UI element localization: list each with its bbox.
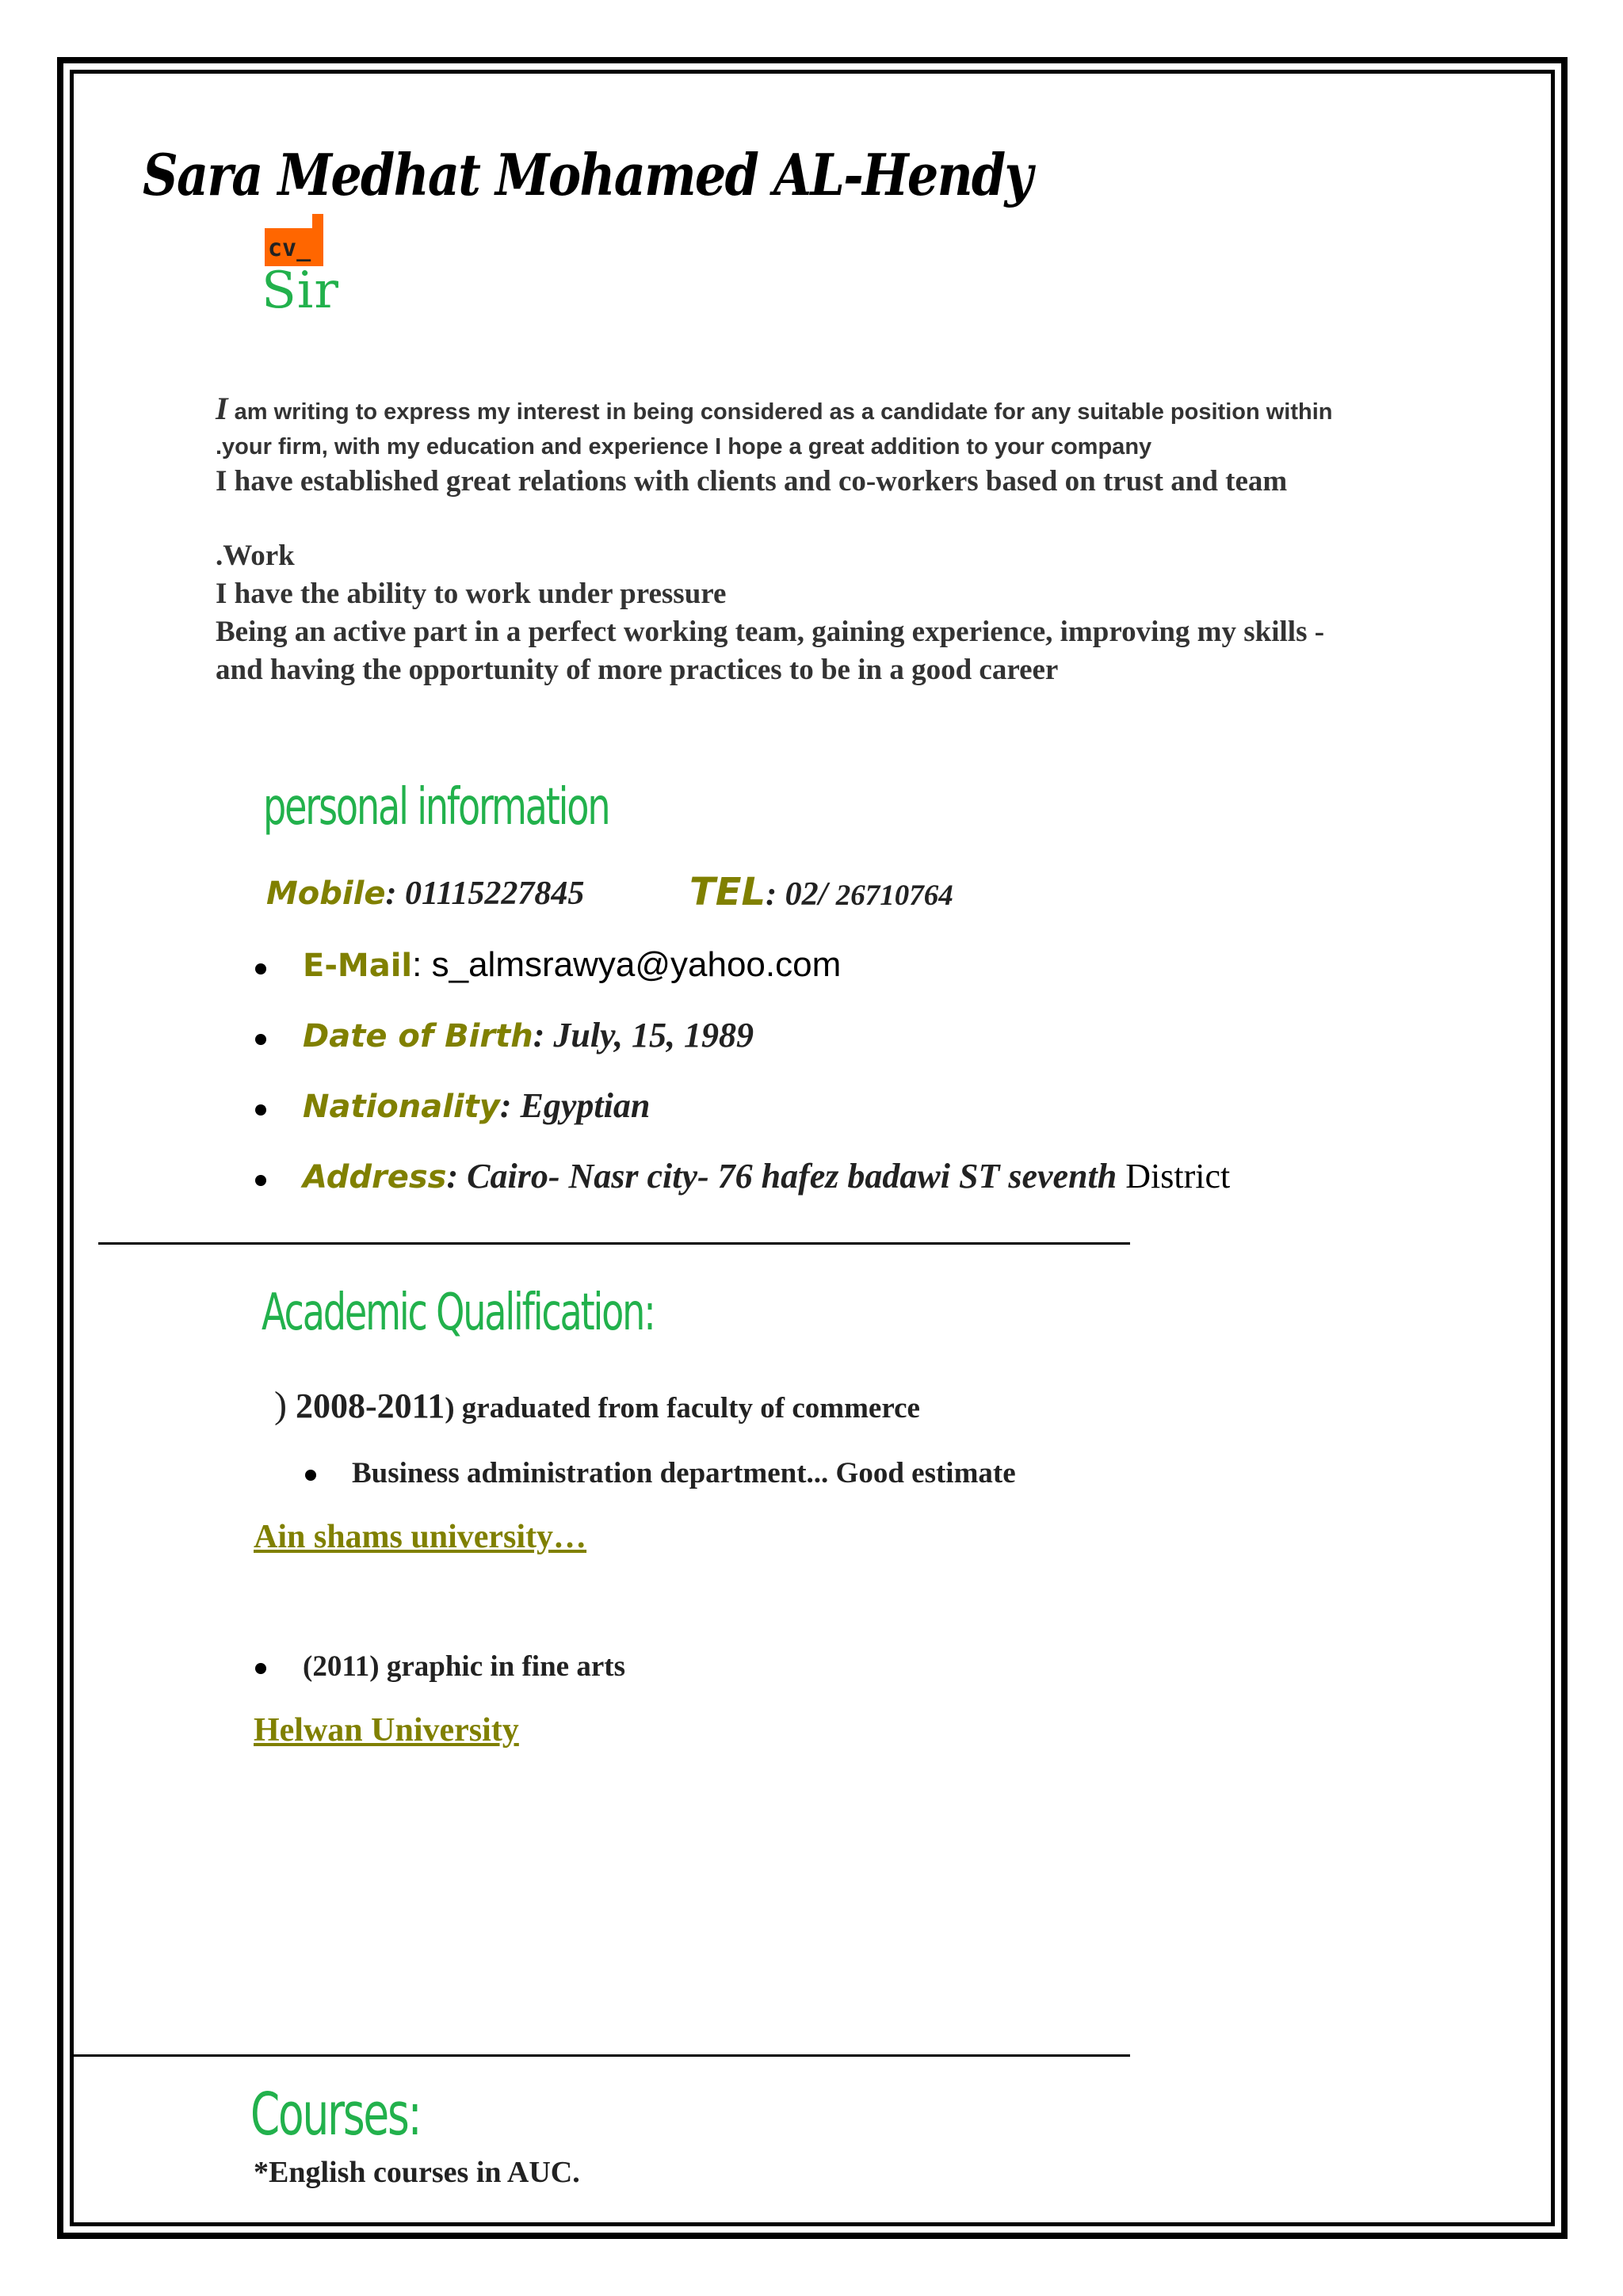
logo-sir-text: Sir	[262, 261, 339, 320]
academic-heading: Academic Qualification:	[262, 1283, 655, 1342]
intro-line-4: .Work	[216, 540, 295, 572]
academic-item-1-paren: )	[274, 1384, 287, 1426]
nationality-label: Nationality	[303, 1089, 500, 1125]
academic-item-1	[274, 1383, 920, 1427]
mobile-label: Mobile	[266, 875, 386, 912]
section-divider	[98, 1242, 1130, 1245]
courses-heading: Courses:	[250, 2081, 421, 2149]
address-row	[303, 1156, 1230, 1196]
mobile-row	[266, 875, 584, 913]
academic-item-1-years: 2008-2011	[286, 1386, 445, 1425]
email-row	[303, 945, 841, 985]
bullet	[255, 1175, 266, 1186]
intro-line-7: and having the opportunity of more practices to be in a good career	[216, 654, 1059, 686]
section-divider	[74, 2054, 1130, 2057]
tel-value: 26710764	[835, 879, 953, 912]
university-helwan: Helwan University	[254, 1712, 519, 1749]
intro-line-6: Being an active part in a perfect working team, gaining experience, improving my skills -	[216, 616, 1325, 648]
bullet	[255, 1034, 266, 1045]
nationality-value: : Egyptian	[499, 1086, 651, 1125]
address-label: Address	[303, 1159, 447, 1196]
dob-value: : July, 15, 1989	[533, 1016, 754, 1055]
bullet	[255, 1104, 266, 1116]
intro-line-1	[216, 390, 1333, 427]
mobile-value: : 01115227845	[385, 875, 585, 912]
bullet	[255, 963, 266, 974]
email-value: : s_almsrawya@yahoo.com	[412, 945, 842, 984]
logo-cv-text: cv_	[268, 235, 311, 262]
bullet	[305, 1470, 316, 1481]
nationality-row	[303, 1085, 650, 1126]
intro-initial: I	[216, 391, 228, 426]
academic-item-1-text: ) graduated from faculty of commerce	[445, 1392, 920, 1425]
dob-label: Date of Birth	[303, 1018, 533, 1055]
intro-line-3: I have established great relations with clients and co-workers based on trust and team	[216, 465, 1288, 498]
tel-prefix: : 02/	[766, 876, 836, 913]
intro-line-1-text: am writing to express my interest in being considered as a candidate for any suitable position within	[227, 399, 1333, 425]
email-label: E-Mail	[303, 948, 413, 984]
intro-line-5: I have the ability to work under pressure	[216, 578, 727, 610]
bullet	[255, 1663, 266, 1674]
candidate-name: Sara Medhat Mohamed AL-Hendy	[143, 141, 1032, 208]
intro-line-2: .your firm, with my education and experience I hope a great addition to your company	[216, 434, 1152, 460]
academic-item-2-text: (2011) graphic in fine arts	[303, 1650, 625, 1683]
address-value: : Cairo- Nasr city- 76 hafez badawi ST seventh	[446, 1157, 1117, 1196]
course-item: *English courses in AUC.	[254, 2156, 580, 2189]
address-tail: District	[1117, 1157, 1231, 1196]
tel-label: TEL	[689, 870, 766, 914]
university-ain-shams: Ain shams university…	[254, 1519, 587, 1555]
academic-item-1-sub: Business administration department... Good estimate	[352, 1457, 1016, 1489]
personal-info-heading: personal information	[263, 778, 609, 837]
tel-row	[689, 870, 953, 914]
dob-row	[303, 1015, 754, 1055]
